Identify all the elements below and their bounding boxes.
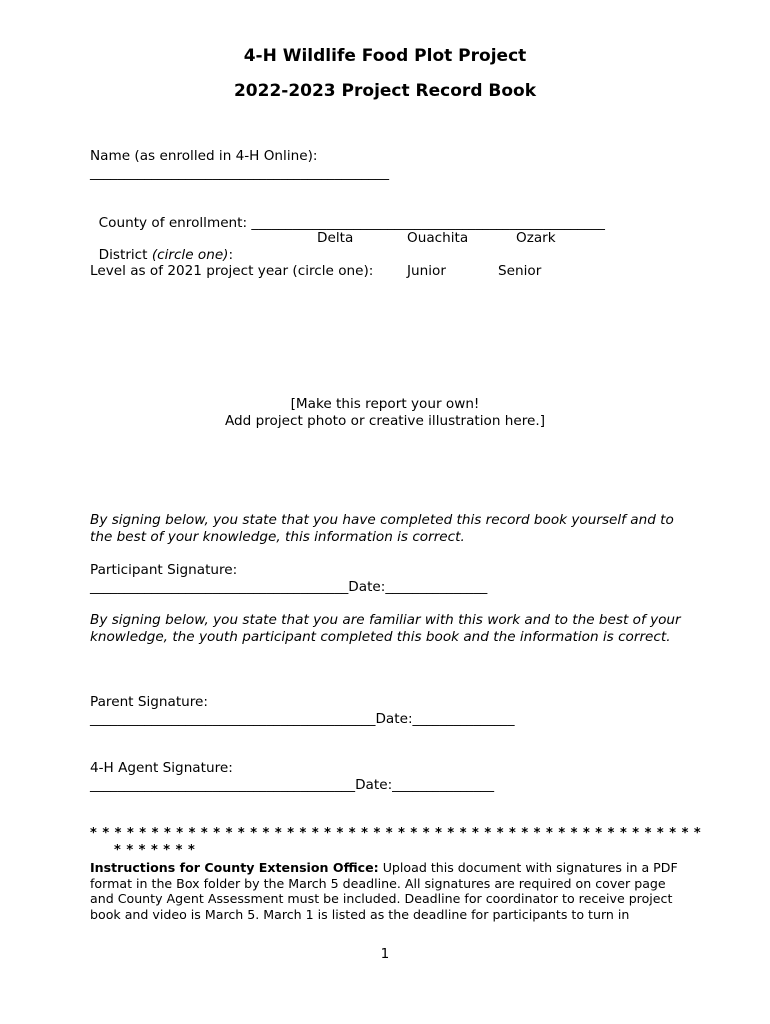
parent-statement: By signing below, you state that you are familiar with this work and to the best of your knowledge, the youth participant completed this book and the information is correct. bbox=[90, 612, 681, 645]
instructions-text: Upload this document with signatures in a PDF format in the Box folder by the March 5 deadline. All signatures are required on cover page and County Agent Assessment must be included. Deadline for coordinator to receive project book and video is March 5. March 1 is listed as the deadline for participants to turn in bbox=[90, 860, 678, 922]
document-title: 4-H Wildlife Food Plot Project bbox=[243, 46, 527, 66]
name-label: Name (as enrolled in 4-H Online): bbox=[90, 148, 318, 164]
district-option-ozark[interactable]: Ozark bbox=[516, 230, 556, 246]
participant-signature-label: Participant Signature: bbox=[90, 562, 238, 578]
instructions-block bbox=[90, 860, 682, 922]
instructions-label: Instructions for County Extension Office: bbox=[90, 860, 379, 875]
district-colon: : bbox=[228, 247, 234, 263]
photo-placeholder-line1: [Make this report your own! bbox=[290, 396, 480, 412]
star-divider-line1: * * * * * * * * * * * * * * * * * * * * * * * * * * * * * * * * * * * * * * * * * * * * * * * * * * bbox=[90, 826, 702, 841]
name-field-line[interactable]: ____________________________________________ bbox=[90, 165, 390, 181]
level-option-junior[interactable]: Junior bbox=[407, 263, 446, 279]
level-label: Level as of 2021 project year (circle one): bbox=[90, 263, 374, 279]
photo-placeholder-line2: Add project photo or creative illustration here.] bbox=[224, 413, 546, 429]
parent-signature-line[interactable]: __________________________________________Date:_______________ bbox=[90, 711, 515, 727]
district-label bbox=[90, 230, 233, 264]
county-row bbox=[90, 198, 605, 232]
agent-signature-line[interactable]: _______________________________________Date:_______________ bbox=[90, 777, 495, 793]
page-number: 1 bbox=[380, 946, 390, 962]
district-hint: (circle one) bbox=[151, 247, 229, 263]
level-option-senior[interactable]: Senior bbox=[498, 263, 542, 279]
parent-signature-label: Parent Signature: bbox=[90, 694, 208, 710]
agent-signature-label: 4-H Agent Signature: bbox=[90, 760, 233, 776]
participant-signature-line[interactable]: ______________________________________Date:_______________ bbox=[90, 579, 488, 595]
participant-statement: By signing below, you state that you have completed this record book yourself and to the best of your knowledge, this information is correct. bbox=[90, 512, 674, 545]
document-subtitle: 2022-2023 Project Record Book bbox=[233, 81, 537, 101]
star-divider-line2: * * * * * * * bbox=[114, 843, 196, 858]
county-field-line[interactable]: ____________________________________________________ bbox=[251, 215, 605, 231]
county-label: County of enrollment: bbox=[98, 215, 252, 231]
district-label-text: District bbox=[98, 247, 152, 263]
district-option-delta[interactable]: Delta bbox=[317, 230, 354, 246]
district-option-ouachita[interactable]: Ouachita bbox=[407, 230, 469, 246]
